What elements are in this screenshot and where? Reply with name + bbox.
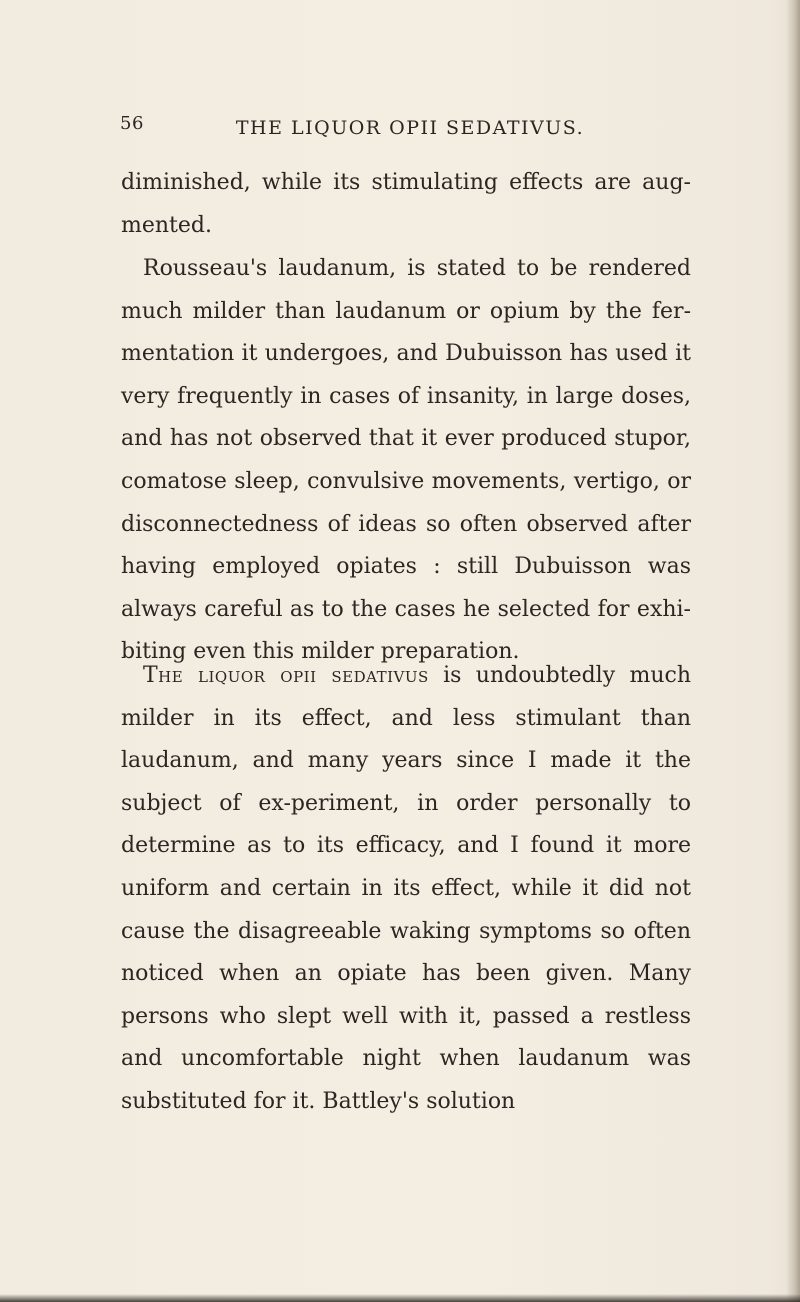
page-bottom-shadow: [0, 1294, 800, 1302]
paragraph-3: [121, 655, 691, 1124]
page-edge-shadow: [786, 0, 800, 1302]
paragraph-1-text: diminished, while its stimulating effects are aug-mented.: [121, 170, 691, 238]
paragraph-2: [121, 248, 691, 674]
running-title: THE LIQUOR OPII SEDATIVUS.: [235, 117, 585, 139]
paragraph-3-lead: The liquor opii sedativus: [143, 663, 429, 688]
paragraph-1: [121, 162, 691, 247]
paragraph-3-text: [121, 655, 691, 1124]
paragraph-3-rest: is undoubtedly much milder in its effect, and less stimulant than laudanum, and many years since I made it the subject of ex-periment, in order personally to determine as to its efficacy, and I found it more uniform and certain in its effect, while it did not cause the disagreeable waking symptoms so often noticed when an opiate has been given. Many persons who slept well with it, passed a restless and uncomfortable night when laudanum was substituted for it. Battley's solution: [121, 663, 691, 1114]
paragraph-2-text: Rousseau's laudanum, is stated to be rendered much milder than laudanum or opium by the fer-mentation it undergoes, and Dubuisson has used it very frequently in cases of insanity, in large doses, and has not observed that it ever produced stupor, comatose sleep, convulsive movements, vertigo, or disconnectedness of ideas so often observed after having employed opiates : still Dubuisson was always careful as to the cases he selected for exhi-biting even this milder preparation.: [121, 256, 691, 665]
page-number: 56: [120, 113, 144, 134]
